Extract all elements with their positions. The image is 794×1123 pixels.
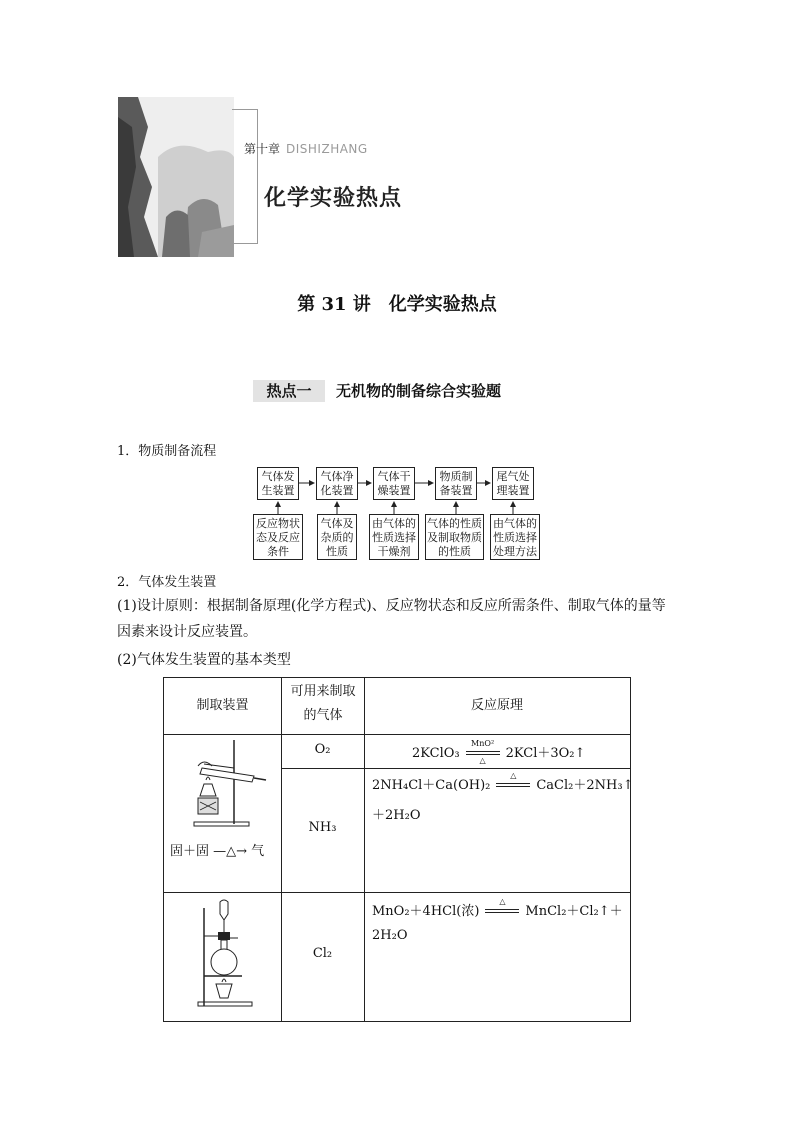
equation-cl2-heat: △ — [499, 896, 506, 906]
equation-o2-catalyst: MnO² — [471, 738, 495, 748]
liquid-heating-apparatus — [194, 898, 254, 1012]
equation-nh3-tail: ＋2H₂O — [372, 808, 421, 823]
flow-note-5: 由气体的性质选择处理方法 — [490, 514, 540, 560]
equation-cl2-sign — [485, 896, 519, 918]
flow-step-2: 气体净化装置 — [316, 467, 358, 500]
flow-note-4: 气体的性质及制取物质的性质 — [425, 514, 484, 560]
equation-cl2-tail: 2H₂O — [372, 928, 408, 943]
flow-step-4: 物质制备装置 — [435, 467, 477, 500]
hotspot-title: 无机物的制备综合实验题 — [336, 382, 502, 400]
solid-heating-apparatus — [182, 734, 272, 838]
table-header-principle: 反应原理 — [470, 698, 523, 713]
equation-o2 — [412, 738, 586, 765]
gas-o2: O₂ — [314, 742, 331, 757]
test-tube-stand-icon — [182, 734, 272, 834]
chapter-number: 第十章 — [244, 142, 281, 156]
equation-nh3-heat: △ — [510, 770, 517, 780]
section2-paragraph-2: (2)气体发生装置的基本类型 — [117, 652, 291, 668]
equation-cl2 — [372, 896, 624, 919]
equation-nh3-left: 2NH₄Cl＋Ca(OH)₂ — [372, 778, 491, 793]
chapter-title: 化学实验热点 — [264, 186, 403, 211]
apparatus-label-solid-solid: 固＋固 —△→ 气 — [170, 844, 265, 859]
lecture-title: 第 31 讲 化学实验热点 — [297, 294, 497, 315]
equation-nh3-sign — [496, 770, 530, 792]
flow-note-2: 气体及杂质的性质 — [317, 514, 357, 560]
section2-paragraph-1: (1)设计原则：根据制备原理(化学方程式)、反应物状态和反应所需条件、制取气体的量等因素来设计反应装置。 — [117, 598, 666, 640]
section1-heading: 1．物质制备流程 — [117, 444, 217, 459]
gas-cl2: Cl₂ — [312, 946, 333, 961]
flow-step-5: 尾气处理装置 — [492, 467, 534, 500]
section2-heading: 2．气体发生装置 — [117, 575, 217, 590]
equation-nh3 — [372, 770, 634, 793]
flow-note-3: 由气体的性质选择干燥剂 — [369, 514, 419, 560]
flow-note-1: 反应物状态及反应条件 — [253, 514, 303, 560]
flow-step-3: 气体干燥装置 — [373, 467, 415, 500]
equation-o2-heat: △ — [479, 755, 486, 765]
gas-nh3: NH₃ — [308, 820, 337, 835]
hotspot-badge: 热点一 — [253, 380, 325, 402]
equation-o2-sign — [466, 738, 500, 765]
equation-o2-left: 2KClO₃ — [412, 746, 460, 761]
equation-cl2-right: MnCl₂＋Cl₂↑＋ — [525, 904, 623, 919]
chapter-pinyin: DISHIZHANG — [286, 142, 368, 156]
table-header-apparatus: 制取装置 — [196, 698, 249, 713]
flow-step-1: 气体发生装置 — [257, 467, 299, 500]
table-header-gas: 可用来制取的气体 — [290, 684, 356, 723]
flask-stand-icon — [194, 898, 254, 1008]
gas-generation-table — [163, 677, 634, 1022]
equation-nh3-right: CaCl₂＋2NH₃↑ — [536, 778, 634, 793]
equation-o2-right: 2KCl＋3O₂↑ — [505, 746, 586, 761]
equation-cl2-left: MnO₂＋4HCl(浓) — [372, 904, 480, 919]
